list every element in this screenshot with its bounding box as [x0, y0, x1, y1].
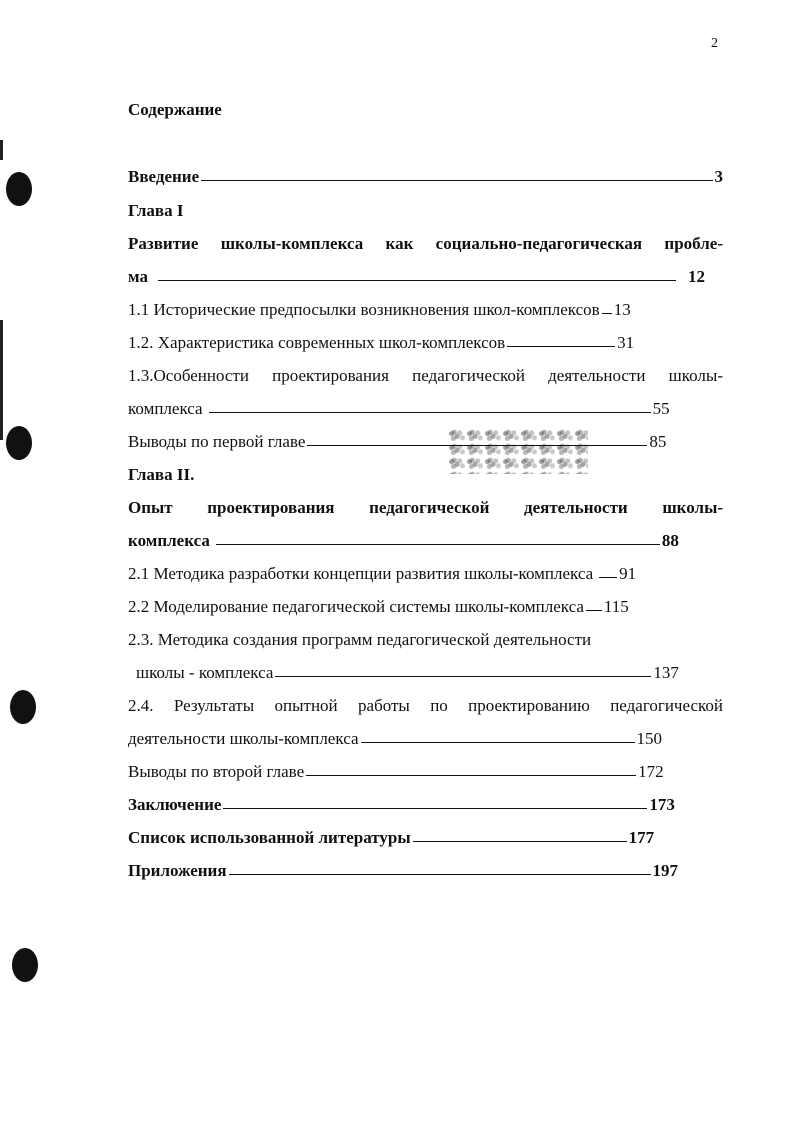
dot-leader — [507, 346, 615, 347]
page-number: 2 — [711, 36, 718, 51]
chapter-2-title-line1: Опыт проектирования педагогической деятельности школы- — [128, 498, 723, 517]
dot-leader — [216, 544, 660, 545]
toc-entry-1-2[interactable]: 1.2. Характеристика современных школ-комплексов 31 — [128, 333, 635, 352]
toc-entry-chapter-1[interactable]: ма 12 — [128, 267, 705, 286]
dot-leader — [306, 775, 636, 776]
dot-leader — [599, 577, 617, 578]
toc-title: Содержание — [128, 100, 222, 119]
dot-leader — [209, 412, 651, 413]
punch-hole-icon — [10, 690, 36, 724]
punch-hole-icon — [12, 948, 38, 982]
dot-leader — [413, 841, 627, 842]
toc-entry-chapter-2[interactable]: комплекса 88 — [128, 531, 679, 550]
chapter-2-label: Глава II. — [128, 465, 195, 484]
chapter-1-title-line1: Развитие школы-комплекса как социально-педагогическая пробле- — [128, 234, 723, 253]
dot-leader — [223, 808, 647, 809]
toc-entry-chapter-1-conclusions[interactable]: Выводы по первой главе 85 — [128, 432, 667, 451]
toc-entry-2-1[interactable]: 2.1 Методика разработки концепции развития школы-комплекса 91 — [128, 564, 637, 583]
toc-entry-1-3-line1: 1.3.Особенности проектирования педагогической деятельности школы- — [128, 366, 723, 385]
dot-leader — [158, 280, 676, 281]
toc-entry-intro[interactable]: Введение 3 — [128, 167, 723, 186]
toc-entry-bibliography[interactable]: Список использованной литературы 177 — [128, 828, 655, 847]
toc-entry-2-3-line1: 2.3. Методика создания программ педагогической деятельности — [128, 630, 592, 649]
punch-hole-icon — [6, 426, 32, 460]
toc-entry-1-3[interactable]: комплекса 55 — [128, 399, 670, 418]
dot-leader — [361, 742, 635, 743]
dot-leader — [586, 610, 602, 611]
punch-hole-icon — [6, 172, 32, 206]
scan-edge-mark — [0, 320, 3, 440]
toc-entry-appendices[interactable]: Приложения 197 — [128, 861, 679, 880]
toc-entry-2-4[interactable]: деятельности школы-комплекса 150 — [128, 729, 662, 748]
toc-entry-chapter-2-conclusions[interactable]: Выводы по второй главе 172 — [128, 762, 664, 781]
toc-entry-2-4-line1: 2.4. Результаты опытной работы по проектированию педагогической — [128, 696, 723, 715]
toc-entry-1-1[interactable]: 1.1 Исторические предпосылки возникновения школ-комплексов 13 — [128, 300, 631, 319]
dot-leader — [307, 445, 647, 446]
dot-leader — [275, 676, 651, 677]
toc-entry-2-3[interactable]: школы - комплекса 137 — [136, 663, 679, 682]
dot-leader — [229, 874, 651, 875]
dot-leader — [201, 180, 712, 181]
toc-entry-2-2[interactable]: 2.2 Моделирование педагогической системы школы-комплекса 115 — [128, 597, 629, 616]
chapter-1-label: Глава I — [128, 201, 184, 220]
scan-edge-mark — [0, 140, 3, 160]
dot-leader — [602, 313, 612, 314]
toc-entry-conclusion[interactable]: Заключение 173 — [128, 795, 675, 814]
